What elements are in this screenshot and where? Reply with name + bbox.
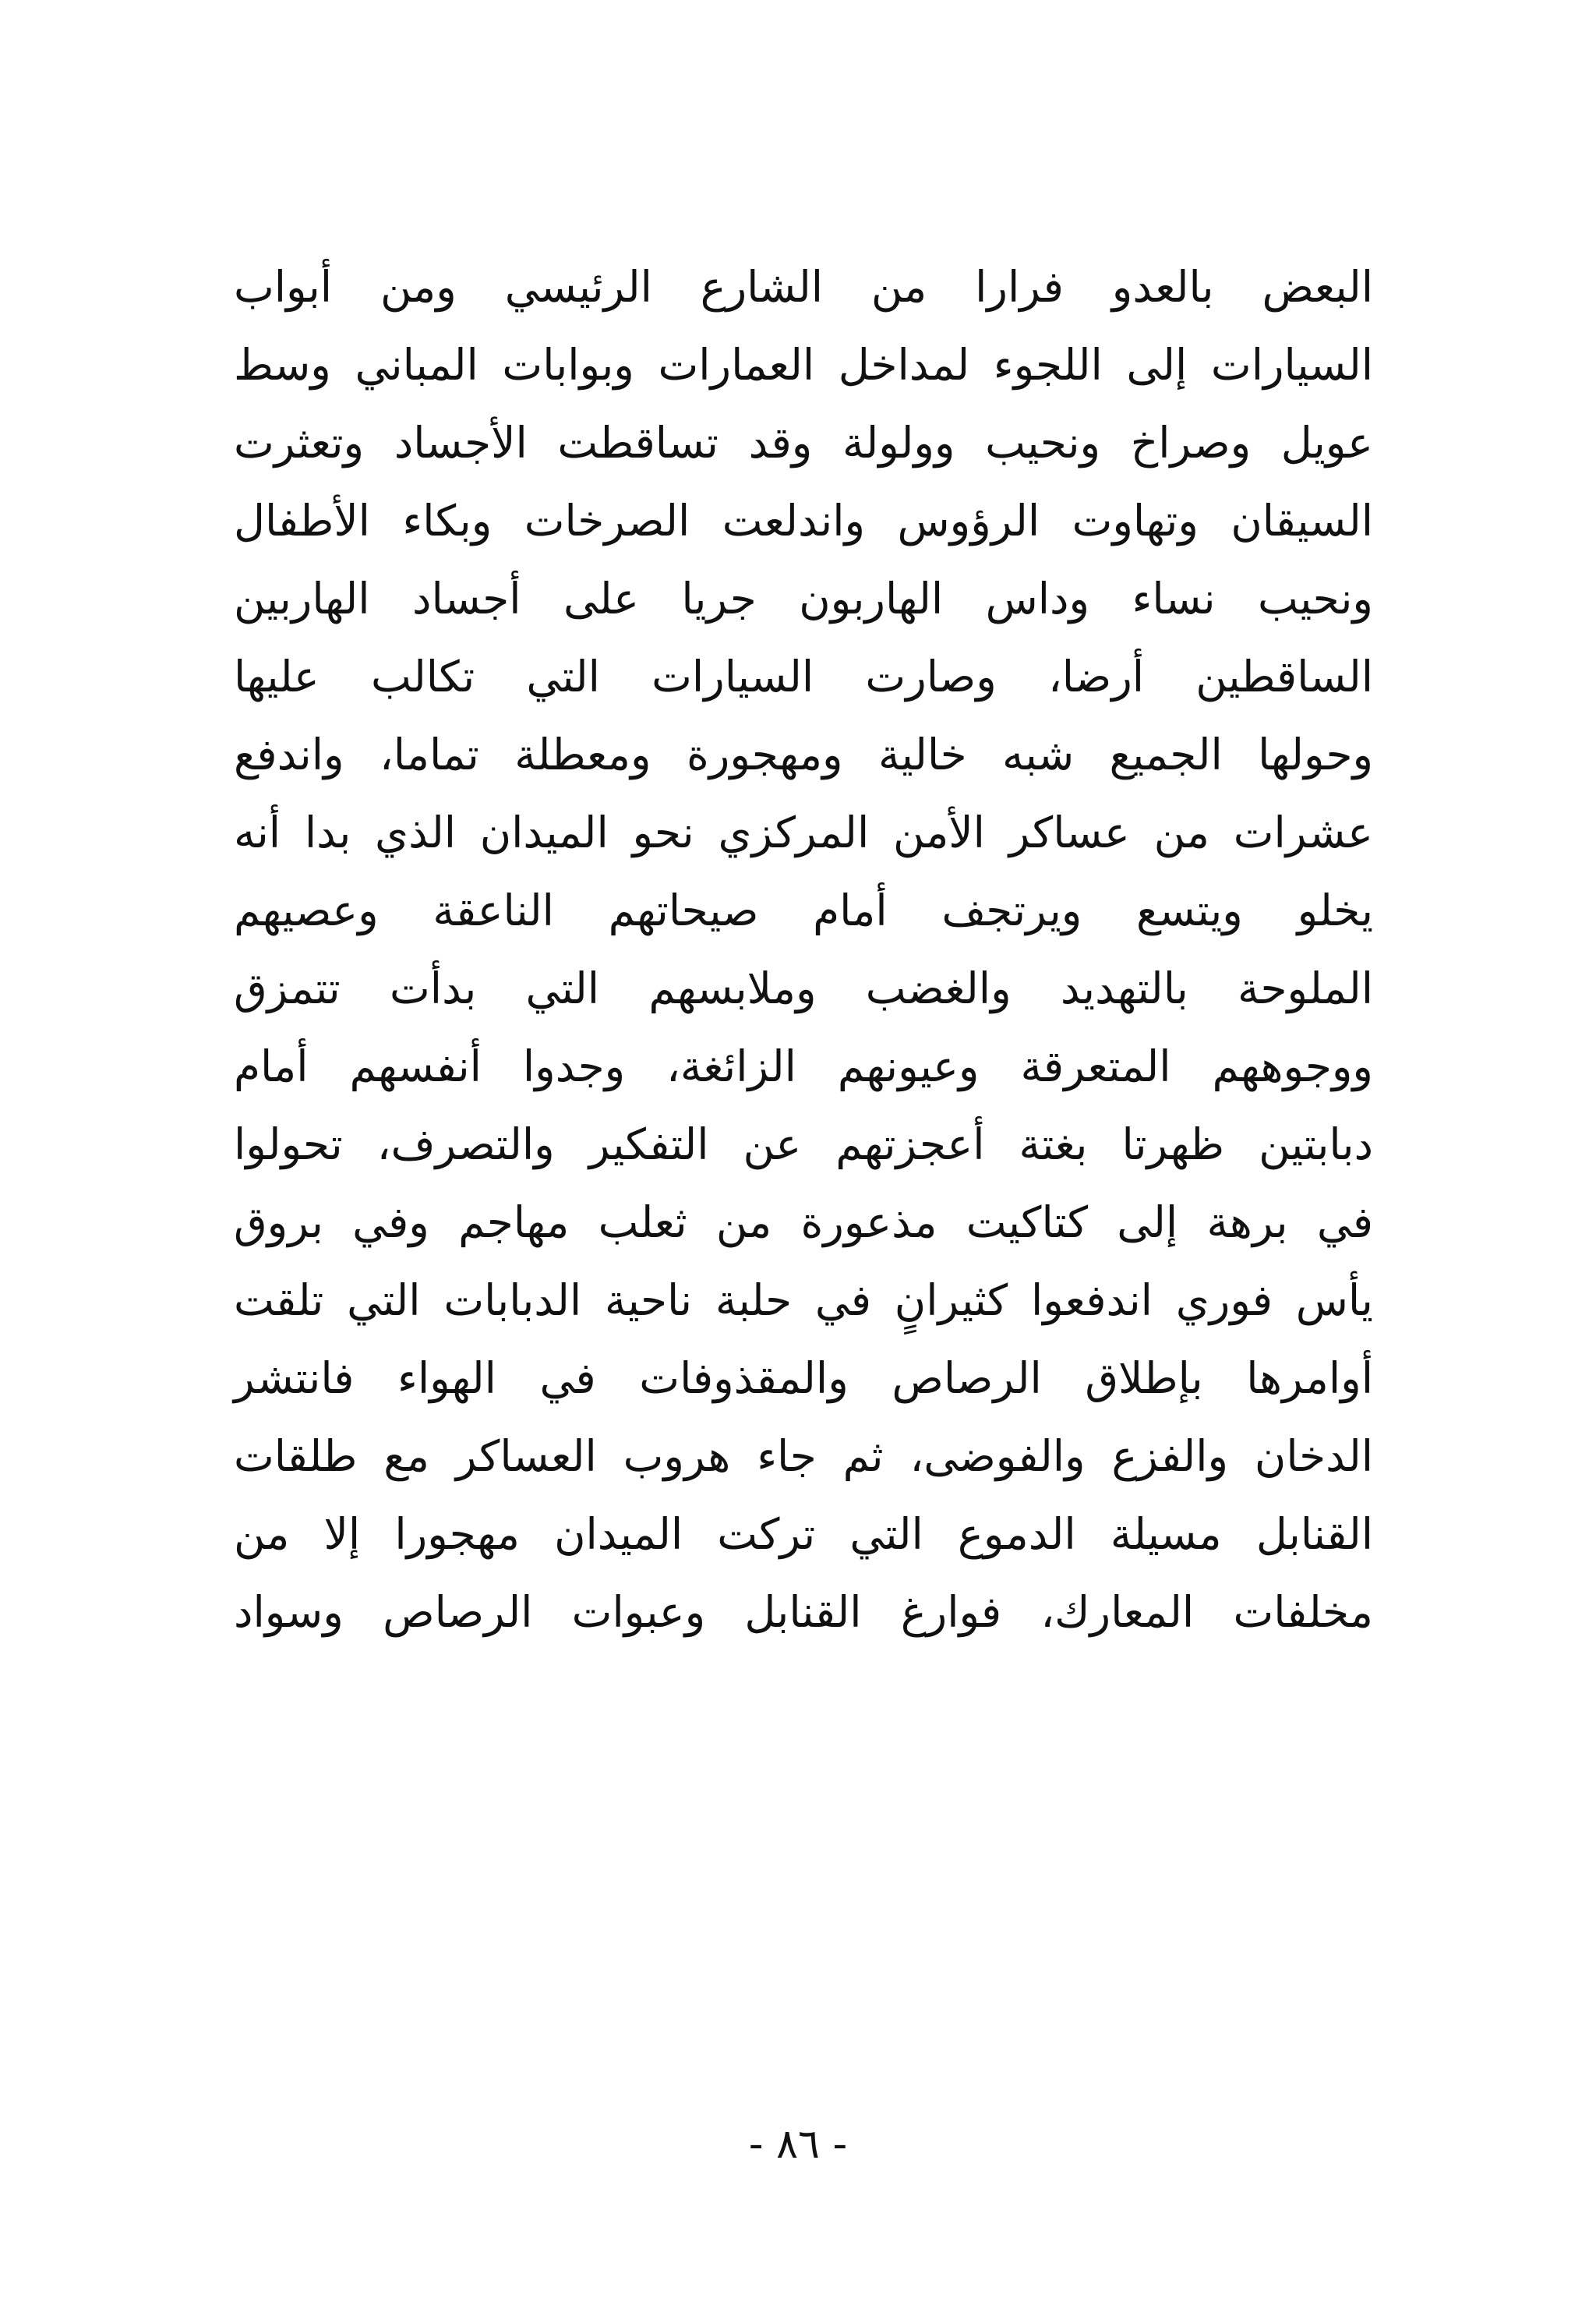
text-line: الساقطين أرضا، وصارت السيارات التي تكالب عليها bbox=[234, 652, 1373, 702]
text-line: مخلفات المعارك، فوارغ القنابل وعبوات الرصاص وسواد bbox=[234, 1587, 1373, 1637]
text-line: ووجوههم المتعرقة وعيونهم الزائغة، وجدوا أنفسهم أمام bbox=[234, 1041, 1373, 1091]
page-number: - ٨٦ - bbox=[748, 2121, 848, 2168]
text-line: عويل وصراخ ونحيب وولولة وقد تساقطت الأجساد وتعثرت bbox=[234, 418, 1373, 468]
text-line: أوامرها بإطلاق الرصاص والمقذوفات في الهواء فانتشر bbox=[234, 1353, 1373, 1403]
text-line: الدخان والفزع والفوضى، ثم جاء هروب العساكر مع طلقات bbox=[234, 1431, 1373, 1481]
text-line: يأس فوري اندفعوا كثيرانٍ في حلبة ناحية الدبابات التي تلقت bbox=[234, 1275, 1373, 1325]
text-line: الملوحة بالتهديد والغضب وملابسهم التي بدأت تتمزق bbox=[234, 963, 1373, 1013]
text-line: يخلو ويتسع ويرتجف أمام صيحاتهم الناعقة وعصيهم bbox=[234, 886, 1373, 935]
text-line: ونحيب نساء وداس الهاربون جريا على أجساد الهاربين bbox=[234, 574, 1373, 624]
text-line: القنابل مسيلة الدموع التي تركت الميدان مهجورا إلا من bbox=[234, 1509, 1373, 1559]
text-line: السيقان وتهاوت الرؤوس واندلعت الصرخات وبكاء الأطفال bbox=[234, 496, 1373, 546]
body-text bbox=[234, 248, 1373, 1651]
text-line: دبابتين ظهرتا بغتة أعجزتهم عن التفكير والتصرف، تحولوا bbox=[234, 1119, 1373, 1169]
text-line: وحولها الجميع شبه خالية ومهجورة ومعطلة تماما، واندفع bbox=[234, 730, 1373, 780]
text-line: السيارات إلى اللجوء لمداخل العمارات وبوابات المباني وسط bbox=[234, 340, 1373, 390]
text-line: عشرات من عساكر الأمن المركزي نحو الميدان الذي بدا أنه bbox=[234, 808, 1373, 857]
text-line: في برهة إلى كتاكيت مذعورة من ثعلب مهاجم وفي بروق bbox=[234, 1197, 1373, 1247]
text-line: البعض بالعدو فرارا من الشارع الرئيسي ومن أبواب bbox=[234, 262, 1373, 312]
